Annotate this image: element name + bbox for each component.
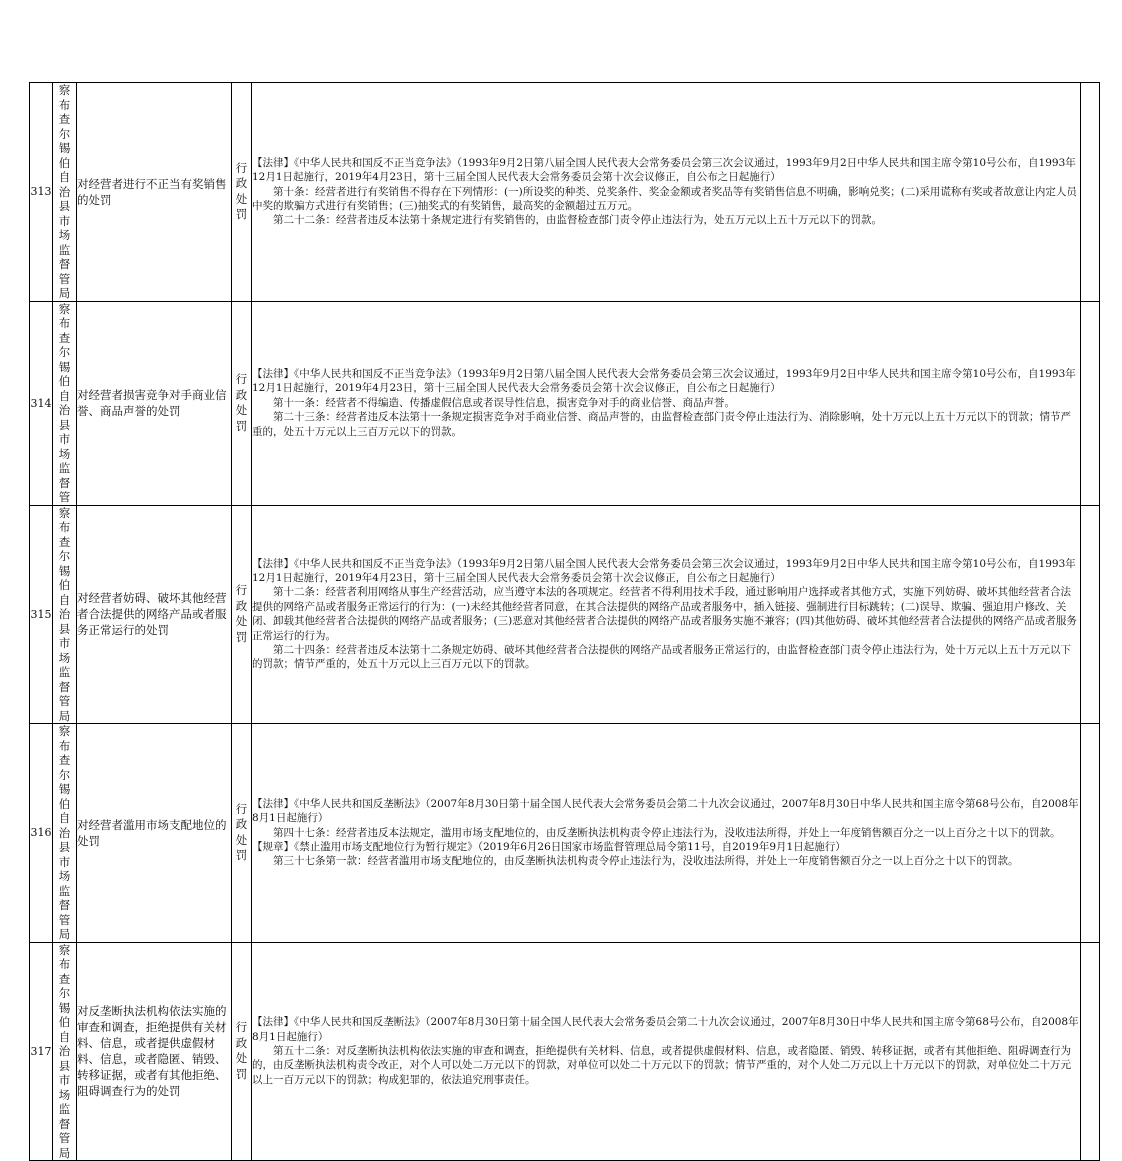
vertical-char: 布: [58, 520, 71, 534]
vertical-char: 处: [235, 832, 248, 847]
implementing-agency: [53, 505, 77, 724]
vertical-char: 管: [58, 694, 71, 708]
vertical-char: 罚: [235, 848, 248, 863]
basis-paragraph: 【法律】《中华人民共和国反垄断法》（2007年8月30日第十届全国人民代表大会常务委员会第二十九次会议通过，2007年8月30日中华人民共和国主席令第68号公布，自2008年8月1日起施行）: [252, 797, 1079, 825]
legal-basis: [252, 83, 1081, 302]
vertical-char: 监: [58, 461, 71, 475]
vertical-char: 监: [58, 1102, 71, 1116]
basis-paragraph: 【法律】《中华人民共和国反不正当竞争法》（1993年9月2日第八届全国人民代表大会常务委员会第三次会议通过，1993年9月2日中华人民共和国主席令第10号公布，自1993年12月1日起施行，2019年4月23日，第十三届全国人民代表大会常务委员会第十次会议修正，自公布之日起施行）: [252, 156, 1076, 184]
vertical-char: 察: [58, 942, 71, 957]
vertical-char: 伯: [58, 796, 71, 811]
vertical-char: 场: [58, 446, 71, 461]
vertical-char: 市: [58, 636, 71, 650]
vertical-char: 监: [58, 883, 71, 898]
vertical-char: 察: [58, 724, 71, 738]
vertical-char: 察: [58, 301, 71, 316]
vertical-char: 查: [58, 534, 71, 549]
vertical-char: 锡: [58, 563, 71, 578]
basis-paragraph: 【法律】《中华人民共和国反不正当竞争法》（1993年9月2日第八届全国人民代表大会常务委员会第三次会议通过，1993年9月2日中华人民共和国主席令第10号公布，自1993年12月1日起施行，2019年4月23日，第十三届全国人民代表大会常务委员会第十次会议修正，自公布之日起施行）: [252, 367, 1076, 395]
power-type: [232, 301, 252, 505]
basis-paragraph: 第二十三条：经营者违反本法第十一条规定损害竞争对手商业信誉、商品声誉的，由监督检查部门责令停止违法行为、消除影响，处十万元以上五十万元以下的罚款；情节严重的，处五十万元以上三百万元以下的罚款。: [252, 411, 1071, 438]
vertical-char: 治: [58, 403, 71, 417]
vertical-char: 尔: [58, 986, 71, 1000]
vertical-char: 督: [58, 1116, 71, 1131]
vertical-char: 自: [58, 1029, 71, 1044]
vertical-char: 管: [58, 490, 71, 504]
vertical-char: 政: [235, 817, 248, 832]
vertical-char: 治: [58, 825, 71, 840]
vertical-char: 锡: [58, 782, 71, 796]
row-number: 313: [30, 83, 53, 302]
table-row: [30, 724, 1100, 943]
vertical-char: 自: [58, 170, 71, 184]
vertical-char: 尔: [58, 345, 71, 359]
vertical-char: 查: [58, 112, 71, 126]
basis-paragraph: 【法律】《中华人民共和国反垄断法》（2007年8月30日第十届全国人民代表大会常务委员会第二十九次会议通过，2007年8月30日中华人民共和国主席令第68号公布，自2008年8月1日起施行）: [252, 1016, 1079, 1043]
vertical-char: 伯: [58, 155, 71, 170]
power-type: [232, 83, 252, 302]
vertical-char: 督: [58, 679, 71, 694]
implementing-agency: [53, 942, 77, 1161]
vertical-char: 监: [58, 242, 71, 257]
vertical-char: 查: [58, 971, 71, 986]
vertical-char: 政: [235, 1035, 248, 1050]
vertical-char: 自: [58, 592, 71, 607]
implementing-agency: [53, 301, 77, 505]
vertical-char: 自: [58, 388, 71, 403]
power-item-name: 对经营者进行不正当有奖销售的处罚: [77, 83, 232, 302]
vertical-char: 市: [58, 213, 71, 228]
vertical-char: 县: [58, 621, 71, 636]
basis-paragraph: 第四十七条：经营者违反本法规定，滥用市场支配地位的，由反垄断执法机构责令停止违法行为，没收违法所得，并处上一年度销售额百分之一以上百分之十以下的罚款。: [273, 826, 1061, 839]
basis-paragraph: 第十一条：经营者不得编造、传播虚假信息或者误导性信息，损害竞争对手的商业信誉、商品声誉。: [273, 396, 735, 409]
power-item-name: 对经营者滥用市场支配地位的处罚: [77, 724, 232, 943]
vertical-char: 布: [58, 738, 71, 753]
vertical-char: 自: [58, 811, 71, 825]
vertical-char: 行: [235, 1020, 248, 1035]
vertical-char: 督: [58, 475, 71, 490]
vertical-char: 局: [58, 708, 71, 723]
vertical-char: 布: [58, 957, 71, 971]
vertical-char: 行: [235, 372, 248, 386]
vertical-char: 政: [235, 176, 248, 191]
basis-paragraph: 【法律】《中华人民共和国反不正当竞争法》（1993年9月2日第八届全国人民代表大会常务委员会第三次会议通过，1993年9月2日中华人民共和国主席令第10号公布，自1993年12月1日起施行，2019年4月23日，第十三届全国人民代表大会常务委员会第十次会议修正，自公布之日起施行）: [252, 557, 1076, 585]
remarks-cell: [1081, 505, 1100, 724]
basis-paragraph: 第十二条：经营者利用网络从事生产经营活动，应当遵守本法的各项规定。经营者不得利用技术手段，通过影响用户选择或者其他方式，实施下列妨碍、破坏其他经营者合法提供的网络产品或者服务正常运行的行为：(一)未经其他经营者同意，在其合法提供的网络产品或者服务中，插入链接、强制进行目标跳转；(二)误导、欺骗、强迫用户修改、关闭、卸载其他经营者合法提供的网络产品或者服务；(三)恶意对其他经营者合法提供的网络产品或者服务实施不兼容；(四)其他妨碍、破坏其他经营者合法提供的网络产品或者服务正常运行的行为。: [252, 586, 1077, 642]
table-row: [30, 83, 1100, 302]
vertical-char: 锡: [58, 359, 71, 374]
vertical-char: 局: [58, 927, 71, 941]
vertical-char: 督: [58, 898, 71, 912]
power-item-name: 对反垄断执法机构依法实施的审查和调查，拒绝提供有关材料、信息，或者提供虚假材料、信息，或者隐匿、销毁、转移证据，或者有其他拒绝、阻碍调查行为的处罚: [77, 942, 232, 1161]
legal-basis: [252, 724, 1081, 943]
vertical-char: 政: [235, 387, 248, 402]
legal-basis: [252, 301, 1081, 505]
vertical-char: 县: [58, 1058, 71, 1073]
row-number: 316: [30, 724, 53, 943]
vertical-char: 监: [58, 665, 71, 679]
vertical-char: 管: [58, 1131, 71, 1145]
vertical-char: 市: [58, 432, 71, 446]
vertical-char: 治: [58, 607, 71, 621]
vertical-char: 尔: [58, 767, 71, 782]
remarks-cell: [1081, 724, 1100, 943]
vertical-char: 伯: [58, 1015, 71, 1029]
vertical-char: 局: [58, 1145, 71, 1160]
vertical-char: 布: [58, 316, 71, 330]
vertical-char: 治: [58, 1044, 71, 1058]
vertical-char: 处: [235, 191, 248, 206]
vertical-char: 处: [235, 1051, 248, 1066]
vertical-char: 罚: [235, 629, 248, 644]
vertical-char: 市: [58, 1073, 71, 1087]
basis-paragraph: 第二十二条：经营者违反本法第十条规定进行有奖销售的，由监督检查部门责令停止违法行为，处五万元以上五十万元以下的罚款。: [273, 214, 882, 227]
vertical-char: 尔: [58, 126, 71, 141]
vertical-char: 行: [235, 160, 248, 175]
power-type: [232, 505, 252, 724]
power-list-table: [29, 82, 1100, 1161]
vertical-char: 布: [58, 97, 71, 112]
legal-basis: [252, 942, 1081, 1161]
implementing-agency: [53, 83, 77, 302]
basis-paragraph: 第三十七条第一款：经营者滥用市场支配地位的，由反垄断执法机构责令停止违法行为，没收违法所得，并处上一年度销售额百分之一以上百分之十以下的罚款。: [273, 855, 1019, 868]
vertical-char: 伯: [58, 374, 71, 388]
remarks-cell: [1081, 301, 1100, 505]
row-number: 317: [30, 942, 53, 1161]
row-number: 314: [30, 301, 53, 505]
vertical-char: 场: [58, 1087, 71, 1102]
basis-paragraph: 第二十四条：经营者违反本法第十二条规定妨碍、破坏其他经营者合法提供的网络产品或者服务正常运行的，由监督检查部门责令停止违法行为，处十万元以上五十万元以下的罚款；情节严重的，处五十万元以上三百万元以下的罚款。: [252, 644, 1071, 671]
vertical-char: 县: [58, 417, 71, 432]
vertical-char: 查: [58, 330, 71, 345]
vertical-char: 处: [235, 614, 248, 629]
table-row: [30, 505, 1100, 724]
vertical-char: 尔: [58, 549, 71, 563]
vertical-char: 场: [58, 650, 71, 665]
power-type: [232, 942, 252, 1161]
vertical-char: 伯: [58, 578, 71, 592]
remarks-cell: [1081, 83, 1100, 302]
vertical-char: 罚: [235, 418, 248, 433]
power-item-name: 对经营者损害竞争对手商业信誉、商品声誉的处罚: [77, 301, 232, 505]
vertical-char: 查: [58, 753, 71, 767]
vertical-char: 县: [58, 840, 71, 854]
table-row: [30, 301, 1100, 505]
vertical-char: 察: [58, 505, 71, 520]
vertical-char: 场: [58, 228, 71, 242]
vertical-char: 市: [58, 854, 71, 869]
vertical-char: 政: [235, 598, 248, 613]
table-row: [30, 942, 1100, 1161]
vertical-char: 锡: [58, 1000, 71, 1015]
vertical-char: 处: [235, 403, 248, 417]
vertical-char: 县: [58, 199, 71, 213]
implementing-agency: [53, 724, 77, 943]
vertical-char: 督: [58, 257, 71, 271]
vertical-char: 锡: [58, 141, 71, 155]
vertical-char: 管: [58, 271, 71, 286]
basis-paragraph: 第五十二条：对反垄断执法机构依法实施的审查和调查，拒绝提供有关材料、信息，或者提供虚假材料、信息，或者隐匿、销毁、转移证据，或者有其他拒绝、阻碍调查行为的，由反垄断执法机构责令改正，对个人可以处二万元以下的罚款，对单位可以处二十万元以下的罚款；情节严重的，对个人处二万元以上十万元以下的罚款，对单位处二十万元以上一百万元以下的罚款；构成犯罪的，依法追究刑事责任。: [252, 1045, 1071, 1086]
basis-paragraph: 第十条：经营者进行有奖销售不得存在下列情形：(一)所设奖的种类、兑奖条件、奖金金额或者奖品等有奖销售信息不明确，影响兑奖；(二)采用谎称有奖或者故意让内定人员中奖的欺骗方式进行有奖销售；(三)抽奖式的有奖销售，最高奖的金额超过五万元。: [252, 185, 1077, 212]
power-type: [232, 724, 252, 943]
row-number: 315: [30, 505, 53, 724]
basis-paragraph: 【规章】《禁止滥用市场支配地位行为暂行规定》（2019年6月26日国家市场监督管理总局令第11号，自2019年9月1日起施行）: [252, 840, 846, 853]
vertical-char: 管: [58, 912, 71, 927]
vertical-char: 局: [58, 286, 71, 300]
vertical-char: 行: [235, 801, 248, 816]
power-item-name: 对经营者妨碍、破坏其他经营者合法提供的网络产品或者服务正常运行的处罚: [77, 505, 232, 724]
vertical-char: 治: [58, 184, 71, 199]
legal-basis: [252, 505, 1081, 724]
vertical-char: 罚: [235, 207, 248, 222]
vertical-char: 罚: [235, 1066, 248, 1081]
vertical-char: 察: [58, 83, 71, 97]
remarks-cell: [1081, 942, 1100, 1161]
vertical-char: 场: [58, 869, 71, 883]
vertical-char: 行: [235, 583, 248, 598]
